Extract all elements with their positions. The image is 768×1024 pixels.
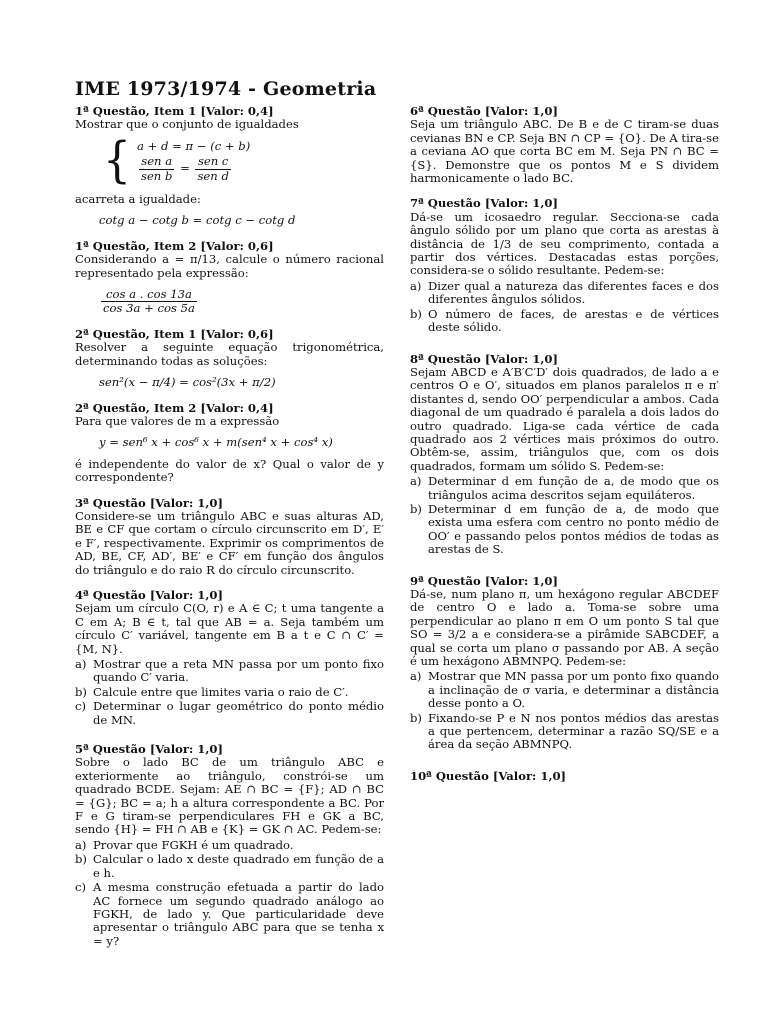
list-item: b) O número de faces, de arestas e de vértices deste sólido. — [410, 306, 719, 335]
item-list — [75, 658, 384, 727]
list-item: c) A mesma construção efetuada a partir do lado AC fornece um segundo quadrado análogo ao FGKH, de lado y. Que particularidade deve apresentar o triângulo ABC para que se tenha x = y? — [75, 880, 384, 948]
question-text: Para que valores de m a expressão — [75, 413, 280, 428]
question-heading: 6ª Questão [Valor: 1,0] — [410, 104, 558, 118]
question-8 — [410, 353, 719, 557]
question-text: Dá-se, num plano π, um hexágono regular ABCDEF de centro O e lado a. Toma-se sobre uma perpendicular ao plano π em O um ponto S tal que SO = 3/2 a e considera-se a pirâmide SABCDEF, a qual se corta um plano σ passando por AB. A seção é um hexágono ABMNPQ. Pedem-se: — [410, 587, 719, 669]
page-title: IME 1973/1974 - Geometria — [75, 78, 377, 100]
list-item: b) Calcular o lado x deste quadrado em função de a e h. — [75, 852, 384, 880]
question-heading: 10ª Questão [Valor: 1,0] — [410, 768, 567, 783]
question-9 — [410, 575, 719, 752]
item-list — [410, 475, 719, 556]
question-text: Considere-se um triângulo ABC e suas alturas AD, BE e CF que cortam o círculo circunscrito em D′, E′ e F′, respectivamente. Exprimir os comprimentos de AD, BE, CF, AD′, BE′ e CF′ em função dos ângulos do triângulo e do raio R do círculo circunscrito. — [75, 508, 384, 577]
question-text: Sejam um círculo C(O, r) e A ∈ C; t uma tangente a C em A; B ∈ t, tal que AB = a. Seja também um círculo C′ variável, tangente em B a t e C ∩ C′ = {M, N}. — [75, 601, 384, 656]
system-row-2: $\frac{\text{sen a}}{\text{sen b}}$ = $\frac{\text{sen c}}{\text{sen d}}$ — [141, 154, 229, 183]
list-item: a) Dizer qual a natureza das diferentes faces e dos diferentes ângulos sólidos. — [410, 278, 719, 307]
item-list — [410, 280, 719, 335]
question-1-item-1 — [75, 105, 384, 228]
question-text: Considerando a = π/13, calcule o número racional representado pela expressão: — [75, 252, 384, 280]
question-text: Seja um triângulo ABC. De B e de C tiram-se duas cevianas BN e CP. Seja BN ∩ CP = {O}. De A tira-se a ceviana AO que corta BC em M. Seja PN ∩ BC = {S}. Demonstre que os pontos M e S dividem harmonicamente o lado BC. — [410, 117, 719, 186]
right-column — [410, 105, 719, 795]
item-list — [410, 670, 719, 751]
question-heading: 3ª Questão [Valor: 1,0] — [75, 495, 223, 510]
list-item: b) Fixando-se P e N nos pontos médios das arestas a que pertencem, determinar a razão SQ/SE e a área da seção ABMNPQ. — [410, 710, 719, 752]
fraction-numerator: sen c — [195, 155, 230, 169]
question-heading: 2ª Questão, Item 1 [Valor: 0,6] — [75, 326, 274, 341]
question-5 — [75, 743, 384, 948]
question-heading: 7ª Questão [Valor: 1,0] — [410, 196, 558, 211]
fraction-numerator: cos a . cos 13a — [101, 288, 197, 302]
left-brace-icon: { — [103, 132, 131, 189]
fraction-denominator: sen d — [197, 168, 229, 183]
question-10 — [410, 770, 719, 783]
question-text: acarreta a igualdade: — [75, 192, 201, 207]
question-2-item-2 — [75, 402, 384, 485]
question-heading: 5ª Questão [Valor: 1,0] — [75, 742, 223, 757]
question-3 — [75, 497, 384, 577]
question-heading: 2ª Questão, Item 2 [Valor: 0,4] — [75, 400, 274, 415]
question-heading: 1ª Questão, Item 1 [Valor: 0,4] — [75, 104, 274, 118]
question-heading: 8ª Questão [Valor: 1,0] — [410, 351, 558, 366]
equation: cotg a − cotg b = cotg c − cotg d — [99, 213, 296, 228]
equation-system — [103, 132, 384, 189]
question-6 — [410, 105, 719, 185]
equation: y = sen⁶ x + cos⁶ x + m(sen⁴ x + cos⁴ x) — [99, 435, 333, 450]
question-text: Resolver a seguinte equação trigonométrica, determinando todas as soluções: — [75, 340, 384, 368]
item-list — [75, 839, 384, 948]
fraction-numerator: sen a — [139, 155, 174, 169]
question-heading: 1ª Questão, Item 2 [Valor: 0,6] — [75, 238, 274, 253]
list-item: a) Provar que FGKH é um quadrado. — [75, 837, 294, 852]
question-2-item-1 — [75, 328, 384, 390]
question-text: Sejam ABCD e A′B′C′D′ dois quadrados, de lado a e centros O e O′, situados em planos paralelos π e π′ distantes d, sendo OO′ perpendicular a ambos. Cada diagonal de um quadrado é paralela a dois lados do outro quadrado. Liga-se cada vértice de cada quadrado aos 2 vértices mais próximos do outro. Obtêm-se, assim, triângulos que, com os dois quadrados, formam um sólido S. Pedem-se: — [410, 364, 719, 473]
list-item: c) Determinar o lugar geométrico do ponto médio de MN. — [75, 699, 384, 727]
question-1-item-2 — [75, 240, 384, 316]
system-row-1: a + d = π − (c + b) — [137, 138, 251, 153]
question-7 — [410, 197, 719, 334]
question-heading: 4ª Questão [Valor: 1,0] — [75, 587, 223, 602]
list-item: b) Determinar d em função de a, de modo que exista uma esfera com centro no ponto médio de OO′ e passando pelos pontos médios de todas as arestas de S. — [410, 501, 719, 557]
question-text: Sobre o lado BC de um triângulo ABC e exteriormente ao triângulo, constrói-se um quadrado BCDE. Sejam: AE ∩ BC = {F}; AD ∩ BC = {G}; BC = a; h a altura correspondente a BC. Por F e G tiram-se perpendiculares FH e GK a BC, sendo {H} = FH ∩ AB e {K} = GK ∩ AC. Pedem-se: — [75, 755, 384, 837]
list-item: a) Determinar d em função de a, de modo que os triângulos acima descritos sejam equiláteros. — [410, 474, 719, 502]
equation — [99, 288, 384, 316]
fraction-denominator: sen b — [141, 168, 173, 183]
equation: sen²(x − π/4) = cos²(3x + π/2) — [99, 375, 276, 390]
list-item: b) Calcule entre que limites varia o raio de C′. — [75, 684, 349, 699]
question-4 — [75, 589, 384, 727]
list-item: a) Mostrar que MN passa por um ponto fixo quando a inclinação de σ varia, e determinar a distância desse ponto a O. — [410, 669, 719, 711]
question-text: é independente do valor de x? Qual o valor de y correspondente? — [75, 456, 384, 485]
left-column — [75, 105, 384, 960]
question-text: Mostrar que o conjunto de igualdades — [75, 117, 299, 132]
list-item: a) Mostrar que a reta MN passa por um ponto fixo quando C′ varia. — [75, 657, 384, 685]
question-heading: 9ª Questão [Valor: 1,0] — [410, 573, 558, 588]
question-text: Dá-se um icosaedro regular. Seccionа-se cada ângulo sólido por um plano que corta as arestas à distância de 1/3 de seu comprimento, contada a partir dos vértices. Destacadas estas porções, considera-se o sólido resultante. Pedem-se: — [410, 209, 719, 278]
fraction-denominator: cos 3a + cos 5a — [103, 301, 195, 316]
